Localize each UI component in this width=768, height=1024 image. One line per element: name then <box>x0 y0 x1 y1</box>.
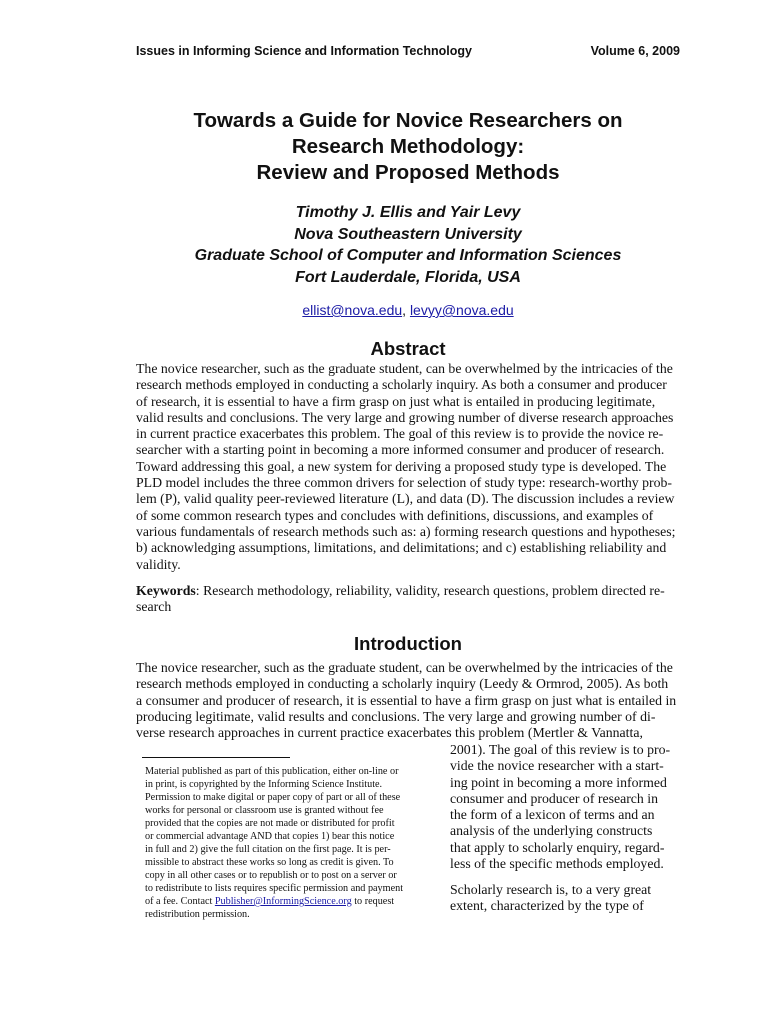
abstract-heading: Abstract <box>370 338 446 359</box>
abstract-line: valid results and conclusions. The very large and growing number of diverse research approaches <box>136 409 674 425</box>
footnote-line: Material published as part of this publication, either on-line or <box>145 766 399 777</box>
intro-column-line: less of the specific methods employed. <box>450 856 664 872</box>
intro-line: verse research approaches in current practice exacerbates this problem (Mertler & Vannatta, <box>136 725 643 741</box>
author-emails <box>100 302 716 318</box>
intro-column-line: ing point in becoming a more informed <box>450 774 667 790</box>
introduction-body <box>136 660 680 741</box>
intro-column-line: analysis of the underlying constructs <box>450 823 653 839</box>
footnote-line: in full and 2) give the full citation on the first page. It is per- <box>145 844 391 855</box>
abstract-line: research methods employed in conducting a scholarly inquiry. As both a consumer and producer <box>136 377 667 393</box>
intro-line: producing legitimate, valid results and conclusions. The very large and growing number of di- <box>136 708 656 724</box>
keywords-label: Keywords <box>136 583 196 598</box>
footnote-line: provided that the copies are not made or distributed for profit <box>145 818 395 829</box>
intro-column-line: consumer and producer of research in <box>450 790 659 806</box>
copyright-footnote <box>145 765 435 921</box>
email-link-ellis[interactable]: ellist@nova.edu <box>302 302 403 318</box>
keywords <box>136 583 680 616</box>
intro-column-line: Scholarly research is, to a very great <box>450 882 652 897</box>
intro-line: a consumer and producer of research, it is essential to have a firm grasp on just what is entailed in <box>136 692 677 708</box>
footnote-contact-prefix: of a fee. Contact <box>145 896 215 907</box>
abstract-line: of some common research types and concludes with definitions, discussions, and examples of <box>136 507 654 523</box>
footnote-line: redistribution permission. <box>145 909 250 920</box>
email-separator: , <box>402 302 410 318</box>
abstract-line: searcher with a starting point in becoming a more informed consumer and producer of research. <box>136 442 665 458</box>
abstract-line: in current practice exacerbates this problem. The goal of this review is to provide the novice re- <box>136 426 664 442</box>
footnote-line: copy in all other cases or to republish or to post on a server or <box>145 870 397 881</box>
abstract-line: validity. <box>136 556 181 572</box>
intro-column-line: the form of a lexicon of terms and an <box>450 807 655 823</box>
running-header <box>136 44 680 58</box>
publisher-email-link[interactable]: Publisher@InformingScience.org <box>214 896 352 907</box>
abstract-line: lem (P), valid quality peer-reviewed literature (L), and data (D). The discussion includes a review <box>136 491 675 507</box>
footnote-line: works for personal or classroom use is granted without fee <box>145 805 384 816</box>
intro-line: The novice researcher, such as the graduate student, can be overwhelmed by the intricacies of the <box>136 660 673 675</box>
abstract-line: of research, it is essential to have a firm grasp on just what is entailed in producing legitimate, <box>136 393 656 409</box>
paper-title <box>100 108 716 186</box>
introduction-column <box>450 742 680 872</box>
intro-column-line: vide the novice researcher with a start- <box>450 758 664 774</box>
abstract-line: Toward addressing this goal, a new system for deriving a proposed study type is developed. The <box>136 458 667 474</box>
abstract-body <box>136 361 680 573</box>
intro-column-line: extent, characterized by the type of <box>450 898 644 914</box>
abstract-line: PLD model includes the three common drivers for selection of study type: research-worthy prob- <box>136 475 673 491</box>
introduction-column-paragraph-2 <box>450 882 680 915</box>
email-link-levy[interactable]: levyy@nova.edu <box>409 302 514 318</box>
introduction-heading: Introduction <box>354 633 462 654</box>
footnote-contact-suffix: to request <box>351 896 395 907</box>
footnote-line: or commercial advantage AND that copies 1) bear this notice <box>145 831 395 842</box>
intro-column-line: that apply to scholarly enquiry, regard- <box>450 839 665 855</box>
footnote-line <box>145 895 435 908</box>
abstract-line: various fundamentals of research methods such as: a) forming research questions and hypotheses; <box>136 523 676 539</box>
abstract-line: b) acknowledging assumptions, limitations, and delimitations; and c) establishing reliability and <box>136 540 667 556</box>
keywords-line: search <box>136 599 172 615</box>
footnote-line: in print, is copyrighted by the Informing Science Institute. <box>145 779 383 790</box>
intro-column-line: 2001). The goal of this review is to pro- <box>450 742 671 757</box>
author-block <box>100 202 716 288</box>
author-names: Timothy J. Ellis and Yair Levy <box>295 204 521 221</box>
title-line: Review and Proposed Methods <box>256 161 560 184</box>
footnote-line: missible to abstract these works so long as credit is given. To <box>145 857 394 868</box>
footnote-line: to redistribute to lists requires specific permission and payment <box>145 883 404 894</box>
title-line: Towards a Guide for Novice Researchers on <box>193 109 623 132</box>
affiliation-university: Nova Southeastern University <box>294 225 522 243</box>
volume-label: Volume 6, 2009 <box>590 44 680 58</box>
affiliation-location: Fort Lauderdale, Florida, USA <box>295 268 521 286</box>
affiliation-school: Graduate School of Computer and Information Sciences <box>194 247 622 264</box>
intro-line: research methods employed in conducting a scholarly inquiry (Leedy & Ormrod, 2005). As both <box>136 676 669 692</box>
abstract-line: The novice researcher, such as the graduate student, can be overwhelmed by the intricacies of the <box>136 361 673 376</box>
footnote-divider <box>142 757 290 758</box>
keywords-text: : Research methodology, reliability, validity, research questions, problem directed re- <box>195 583 665 598</box>
keywords-line <box>136 583 680 599</box>
journal-name: Issues in Informing Science and Information Technology <box>136 44 472 58</box>
footnote-line: Permission to make digital or paper copy of part or all of these <box>145 792 401 803</box>
title-line: Research Methodology: <box>291 135 525 158</box>
